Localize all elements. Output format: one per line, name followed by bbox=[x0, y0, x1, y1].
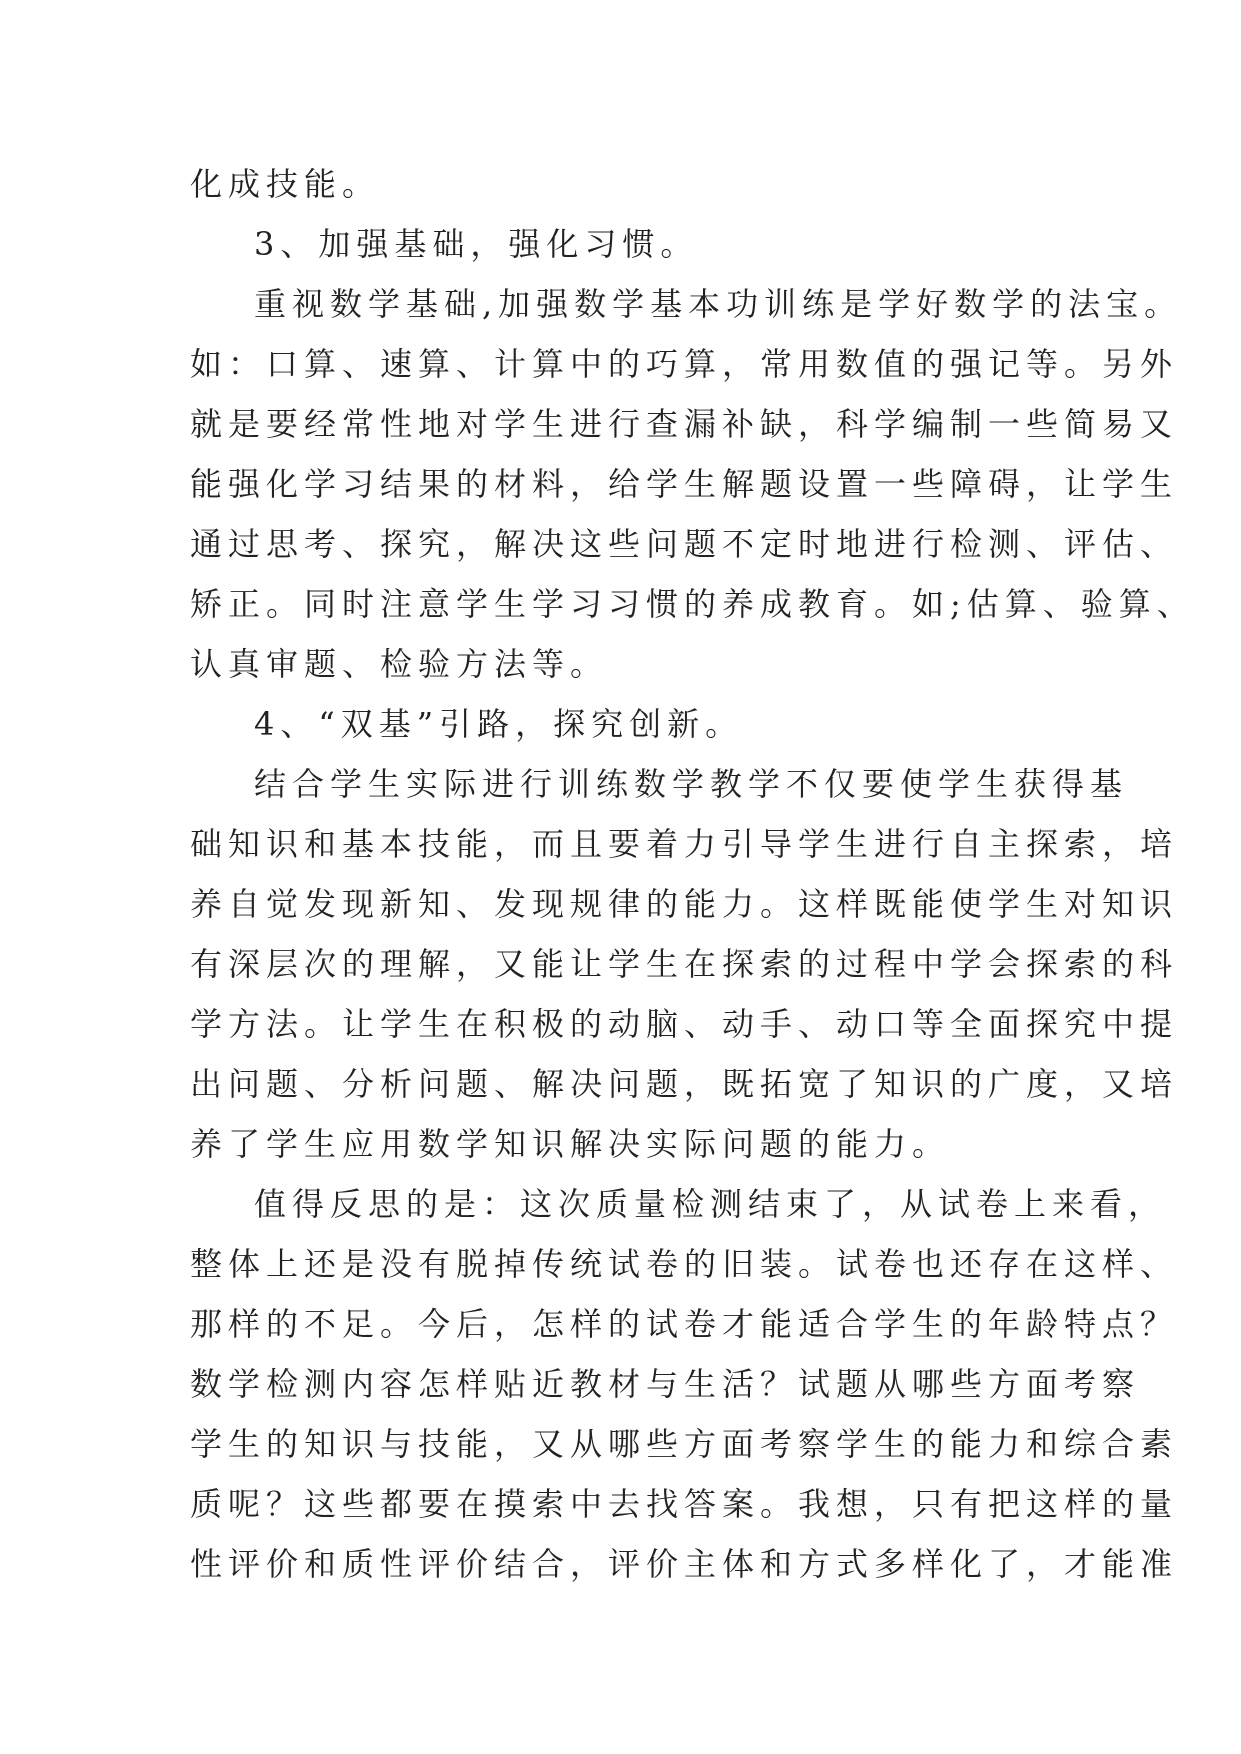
text-line: 能强化学习结果的材料，给学生解题设置一些障碍，让学生 bbox=[190, 465, 1179, 503]
text-line: 整体上还是没有脱掉传统试卷的旧装。试卷也还存在这样、 bbox=[190, 1245, 1179, 1283]
text-line: 数学检测内容怎样贴近教材与生活？试题从哪些方面考察 bbox=[190, 1365, 1141, 1403]
text-line: 养了学生应用数学知识解决实际问题的能力。 bbox=[190, 1125, 951, 1163]
text-line: 础知识和基本技能，而且要着力引导学生进行自主探索，培 bbox=[190, 825, 1179, 863]
text-line: 认真审题、检验方法等。 bbox=[190, 645, 609, 683]
text-line: 有深层次的理解，又能让学生在探索的过程中学会探索的科 bbox=[190, 945, 1179, 983]
text-line: 学方法。让学生在积极的动脑、动手、动口等全面探究中提 bbox=[190, 1005, 1179, 1043]
text-line: 就是要经常性地对学生进行查漏补缺，科学编制一些简易又 bbox=[190, 405, 1179, 443]
text-line: 矫正。同时注意学生学习习惯的养成教育。如;估算、验算、 bbox=[190, 585, 1195, 623]
text-line: 重视数学基础,加强数学基本功训练是学好数学的法宝。 bbox=[254, 285, 1183, 323]
text-line: 性评价和质性评价结合，评价主体和方式多样化了，才能准 bbox=[190, 1545, 1179, 1583]
text-line: 如：口算、速算、计算中的巧算，常用数值的强记等。另外 bbox=[190, 345, 1179, 383]
text-line: 学生的知识与技能，又从哪些方面考察学生的能力和综合素 bbox=[190, 1425, 1179, 1463]
text-line: 结合学生实际进行训练数学教学不仅要使学生获得基 bbox=[254, 765, 1129, 803]
text-line: 出问题、分析问题、解决问题，既拓宽了知识的广度，又培 bbox=[190, 1065, 1179, 1103]
text-line: 化成技能。 bbox=[190, 165, 381, 203]
text-line: 质呢？这些都要在摸索中去找答案。我想，只有把这样的量 bbox=[190, 1485, 1179, 1523]
section-heading: 3、加强基础，强化习惯。 bbox=[254, 225, 699, 263]
text-line: 那样的不足。今后，怎样的试卷才能适合学生的年龄特点？ bbox=[190, 1305, 1179, 1343]
text-line: 值得反思的是：这次质量检测结束了，从试卷上来看， bbox=[254, 1185, 1167, 1223]
text-line: 养自觉发现新知、发现规律的能力。这样既能使学生对知识 bbox=[190, 885, 1179, 923]
section-heading: 4、“双基”引路，探究创新。 bbox=[254, 705, 744, 743]
text-line: 通过思考、探究，解决这些问题不定时地进行检测、评估、 bbox=[190, 525, 1179, 563]
